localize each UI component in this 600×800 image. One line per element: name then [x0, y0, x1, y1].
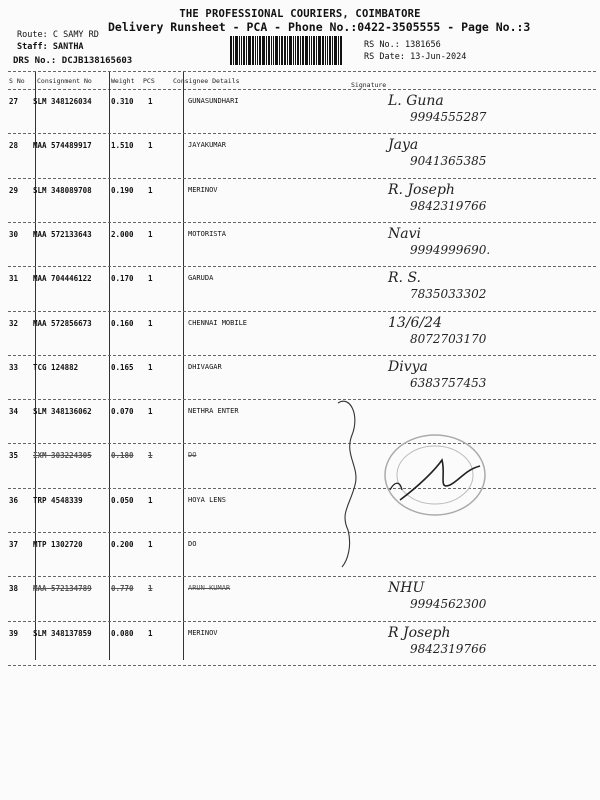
- header-divider-top: [8, 71, 596, 72]
- row-consignee-name: DO: [188, 451, 197, 460]
- row-consignee-name: DO: [188, 540, 197, 548]
- row-weight: 0.770: [111, 584, 134, 594]
- row-divider: [8, 266, 596, 267]
- barcode-bar: [233, 36, 234, 65]
- barcode-bar: [262, 36, 265, 65]
- barcode-bar: [281, 36, 283, 65]
- barcode-bar: [322, 36, 324, 65]
- row-consignee-name: GUNASUNDHARI: [188, 97, 239, 105]
- barcode-bar: [305, 36, 308, 65]
- col-divider-weight: [109, 72, 110, 660]
- drs-field: [13, 56, 132, 66]
- row-divider: [8, 222, 596, 223]
- row-divider: [8, 576, 596, 577]
- row-signature: L. Guna: [388, 93, 444, 109]
- rs-date-label: RS Date:: [364, 52, 405, 62]
- barcode-bar: [332, 36, 333, 65]
- row-pcs: 1: [148, 451, 153, 461]
- row-sno: 28: [9, 141, 19, 151]
- row-weight: 0.180: [111, 451, 134, 461]
- row-pcs: 1: [148, 584, 153, 594]
- row-pcs: 1: [148, 274, 153, 284]
- barcode-bar: [259, 36, 261, 65]
- row-sno: 29: [9, 185, 19, 195]
- row-divider: [8, 133, 596, 134]
- rs-no-label: RS No.:: [364, 40, 400, 50]
- row-divider: [8, 355, 596, 356]
- row-consignee-name: GARUDA: [188, 274, 214, 283]
- row-divider: [8, 621, 596, 622]
- row-pcs: 1: [148, 318, 153, 328]
- row-consignment-no: MAA 572134789: [33, 584, 92, 594]
- row-weight: 0.190: [111, 185, 134, 195]
- row-consignment-no: MAA 574489917: [33, 141, 92, 151]
- row-consignment-no: IXM 303224305: [33, 451, 92, 461]
- barcode-bar: [327, 36, 328, 65]
- handwritten-bracket: [330, 395, 370, 570]
- row-consignment-no: MAA 572133643: [33, 229, 92, 239]
- row-phone-handwritten: 7835033302: [410, 287, 487, 302]
- barcode-bar: [257, 36, 258, 65]
- row-sno: 30: [9, 229, 19, 239]
- company-name: THE PROFESSIONAL COURIERS, COIMBATORE: [179, 8, 421, 20]
- row-consignee-name: MERINOV: [188, 185, 218, 194]
- row-consignee-name: DHIVAGAR: [188, 362, 222, 371]
- rs-no-value: 1381656: [404, 40, 441, 50]
- barcode-bar: [235, 36, 238, 65]
- row-consignee-name: MERINOV: [188, 628, 218, 637]
- row-consignment-no: MTP 1302720: [33, 540, 83, 549]
- row-consignee-name: NETHRA ENTER: [188, 407, 239, 416]
- row-consignment-no: SLM 348137859: [33, 628, 92, 638]
- staff-value: SANTHA: [52, 42, 84, 52]
- route-field: [17, 30, 99, 40]
- barcode-bar: [239, 36, 240, 65]
- row-weight: 0.070: [111, 407, 134, 417]
- barcode-bar: [318, 36, 321, 65]
- row-divider: [8, 311, 596, 312]
- row-consignment-no: TRP 4548339: [33, 495, 83, 505]
- rs-date-value: 13-Jun-2024: [410, 52, 467, 62]
- row-divider: [8, 665, 596, 666]
- row-phone-handwritten: 9994999690.: [410, 242, 491, 257]
- row-sno: 34: [9, 407, 19, 417]
- drs-barcode: [230, 36, 358, 65]
- barcode-bar: [255, 36, 256, 65]
- row-sno: 33: [9, 362, 19, 372]
- barcode-bar: [311, 36, 312, 65]
- barcode-bar: [325, 36, 326, 65]
- row-pcs: 1: [148, 185, 153, 195]
- barcode-bar: [246, 36, 247, 65]
- row-weight: 0.170: [111, 274, 134, 284]
- row-phone-handwritten: 9842319766: [410, 641, 487, 656]
- row-weight: 0.080: [111, 628, 134, 638]
- row-signature: 13/6/24: [388, 314, 442, 331]
- barcode-bar: [316, 36, 317, 65]
- row-signature: R. Joseph: [388, 181, 455, 198]
- barcode-bar: [243, 36, 245, 65]
- row-sno: 39: [9, 628, 19, 638]
- row-weight: 1.510: [111, 141, 134, 151]
- row-signature: Jaya: [388, 137, 419, 154]
- row-phone-handwritten: 9994555287: [410, 110, 487, 124]
- barcode-bar: [268, 36, 270, 65]
- barcode-bar: [302, 36, 304, 65]
- col-consignee: Consignee Details: [173, 77, 240, 85]
- barcode-bar: [284, 36, 286, 65]
- row-consignment-no: MAA 572856673: [33, 318, 92, 328]
- row-pcs: 1: [148, 495, 153, 505]
- row-sno: 35: [9, 451, 19, 461]
- row-weight: 0.310: [111, 97, 134, 106]
- barcode-bar: [289, 36, 292, 65]
- rs-date-field: [364, 52, 466, 62]
- col-sno: S No: [9, 77, 25, 85]
- row-consignee-name: HOYA LENS: [188, 495, 226, 504]
- row-divider: [8, 178, 596, 179]
- staff-field: [17, 42, 84, 52]
- row-phone-handwritten: 6383757453: [410, 375, 487, 390]
- row-consignment-no: MAA 704446122: [33, 274, 92, 284]
- row-phone-handwritten: 9842319766: [410, 198, 487, 213]
- row-divider: [8, 532, 596, 533]
- barcode-bar: [295, 36, 296, 65]
- row-sno: 37: [9, 540, 19, 549]
- barcode-bar: [275, 36, 278, 65]
- row-consignment-no: SLM 348136062: [33, 407, 92, 417]
- row-weight: 0.050: [111, 495, 134, 505]
- barcode-bar: [329, 36, 331, 65]
- barcode-bar: [248, 36, 251, 65]
- row-phone-handwritten: 9994562300: [410, 597, 487, 612]
- row-sno: 38: [9, 584, 19, 594]
- col-pcs: PCS: [143, 77, 155, 85]
- row-consignee-name: MOTORISTA: [188, 229, 226, 238]
- row-weight: 0.160: [111, 318, 134, 328]
- row-consignment-no: SLM 348126034: [33, 97, 92, 106]
- row-weight: 0.165: [111, 362, 134, 372]
- row-pcs: 1: [148, 628, 153, 638]
- row-signature: NHU: [388, 580, 425, 597]
- barcode-bar: [313, 36, 315, 65]
- row-divider: [8, 443, 596, 444]
- barcode-bar: [297, 36, 299, 65]
- row-sno: 31: [9, 274, 19, 284]
- barcode-bar: [334, 36, 337, 65]
- barcode-bar: [293, 36, 294, 65]
- barcode-bar: [252, 36, 254, 65]
- barcode-bar: [309, 36, 310, 65]
- row-weight: 2.000: [111, 229, 134, 239]
- row-signature: Navi: [388, 225, 421, 242]
- row-consignee-name: ARUN KUMAR: [188, 584, 231, 593]
- col-signature: Signature: [351, 81, 387, 89]
- runsheet-title: Delivery Runsheet - PCA - Phone No.:0422-3505555 - Page No.:3: [108, 20, 531, 34]
- row-pcs: 1: [148, 540, 153, 549]
- route-label: Route:: [17, 30, 48, 40]
- route-value: C SAMY RD: [52, 30, 99, 40]
- barcode-bar: [338, 36, 339, 65]
- row-consignment-no: SLM 348089708: [33, 185, 92, 195]
- row-weight: 0.200: [111, 540, 134, 549]
- drs-label: DRS No.:: [13, 56, 57, 66]
- col-weight: Weight: [111, 77, 135, 85]
- row-divider: [8, 488, 596, 489]
- rs-no-field: [364, 40, 441, 50]
- barcode-bar: [266, 36, 267, 65]
- row-signature: R Joseph: [388, 624, 451, 641]
- barcode-bar: [241, 36, 242, 65]
- barcode-bar: [300, 36, 301, 65]
- barcode-bar: [230, 36, 232, 65]
- office-stamp: [380, 430, 490, 520]
- barcode-bar: [287, 36, 288, 65]
- row-pcs: 1: [148, 229, 153, 239]
- row-consignment-no: TCG 124882: [33, 362, 79, 372]
- row-sno: 27: [9, 97, 19, 106]
- row-consignee-name: JAYAKUMAR: [188, 141, 226, 150]
- row-signature: R. S.: [388, 270, 421, 287]
- barcode-bar: [273, 36, 274, 65]
- barcode-bar: [340, 36, 342, 65]
- row-sno: 32: [9, 318, 19, 328]
- col-divider-consignee: [183, 72, 184, 660]
- row-pcs: 1: [148, 97, 153, 106]
- row-phone-handwritten: 8072703170: [410, 331, 487, 346]
- drs-value: DCJB138165603: [61, 56, 133, 66]
- row-sno: 36: [9, 495, 19, 505]
- barcode-bar: [271, 36, 272, 65]
- row-signature: Divya: [388, 358, 428, 375]
- barcode-bar: [279, 36, 280, 65]
- header-divider-bottom: [8, 89, 596, 90]
- staff-label: Staff:: [17, 42, 48, 52]
- row-pcs: 1: [148, 141, 153, 151]
- row-phone-handwritten: 9041365385: [410, 154, 487, 169]
- row-divider: [8, 399, 596, 400]
- row-pcs: 1: [148, 407, 153, 417]
- row-pcs: 1: [148, 362, 153, 372]
- col-consignment: Consignment No: [37, 77, 92, 85]
- row-consignee-name: CHENNAI MOBILE: [188, 318, 248, 327]
